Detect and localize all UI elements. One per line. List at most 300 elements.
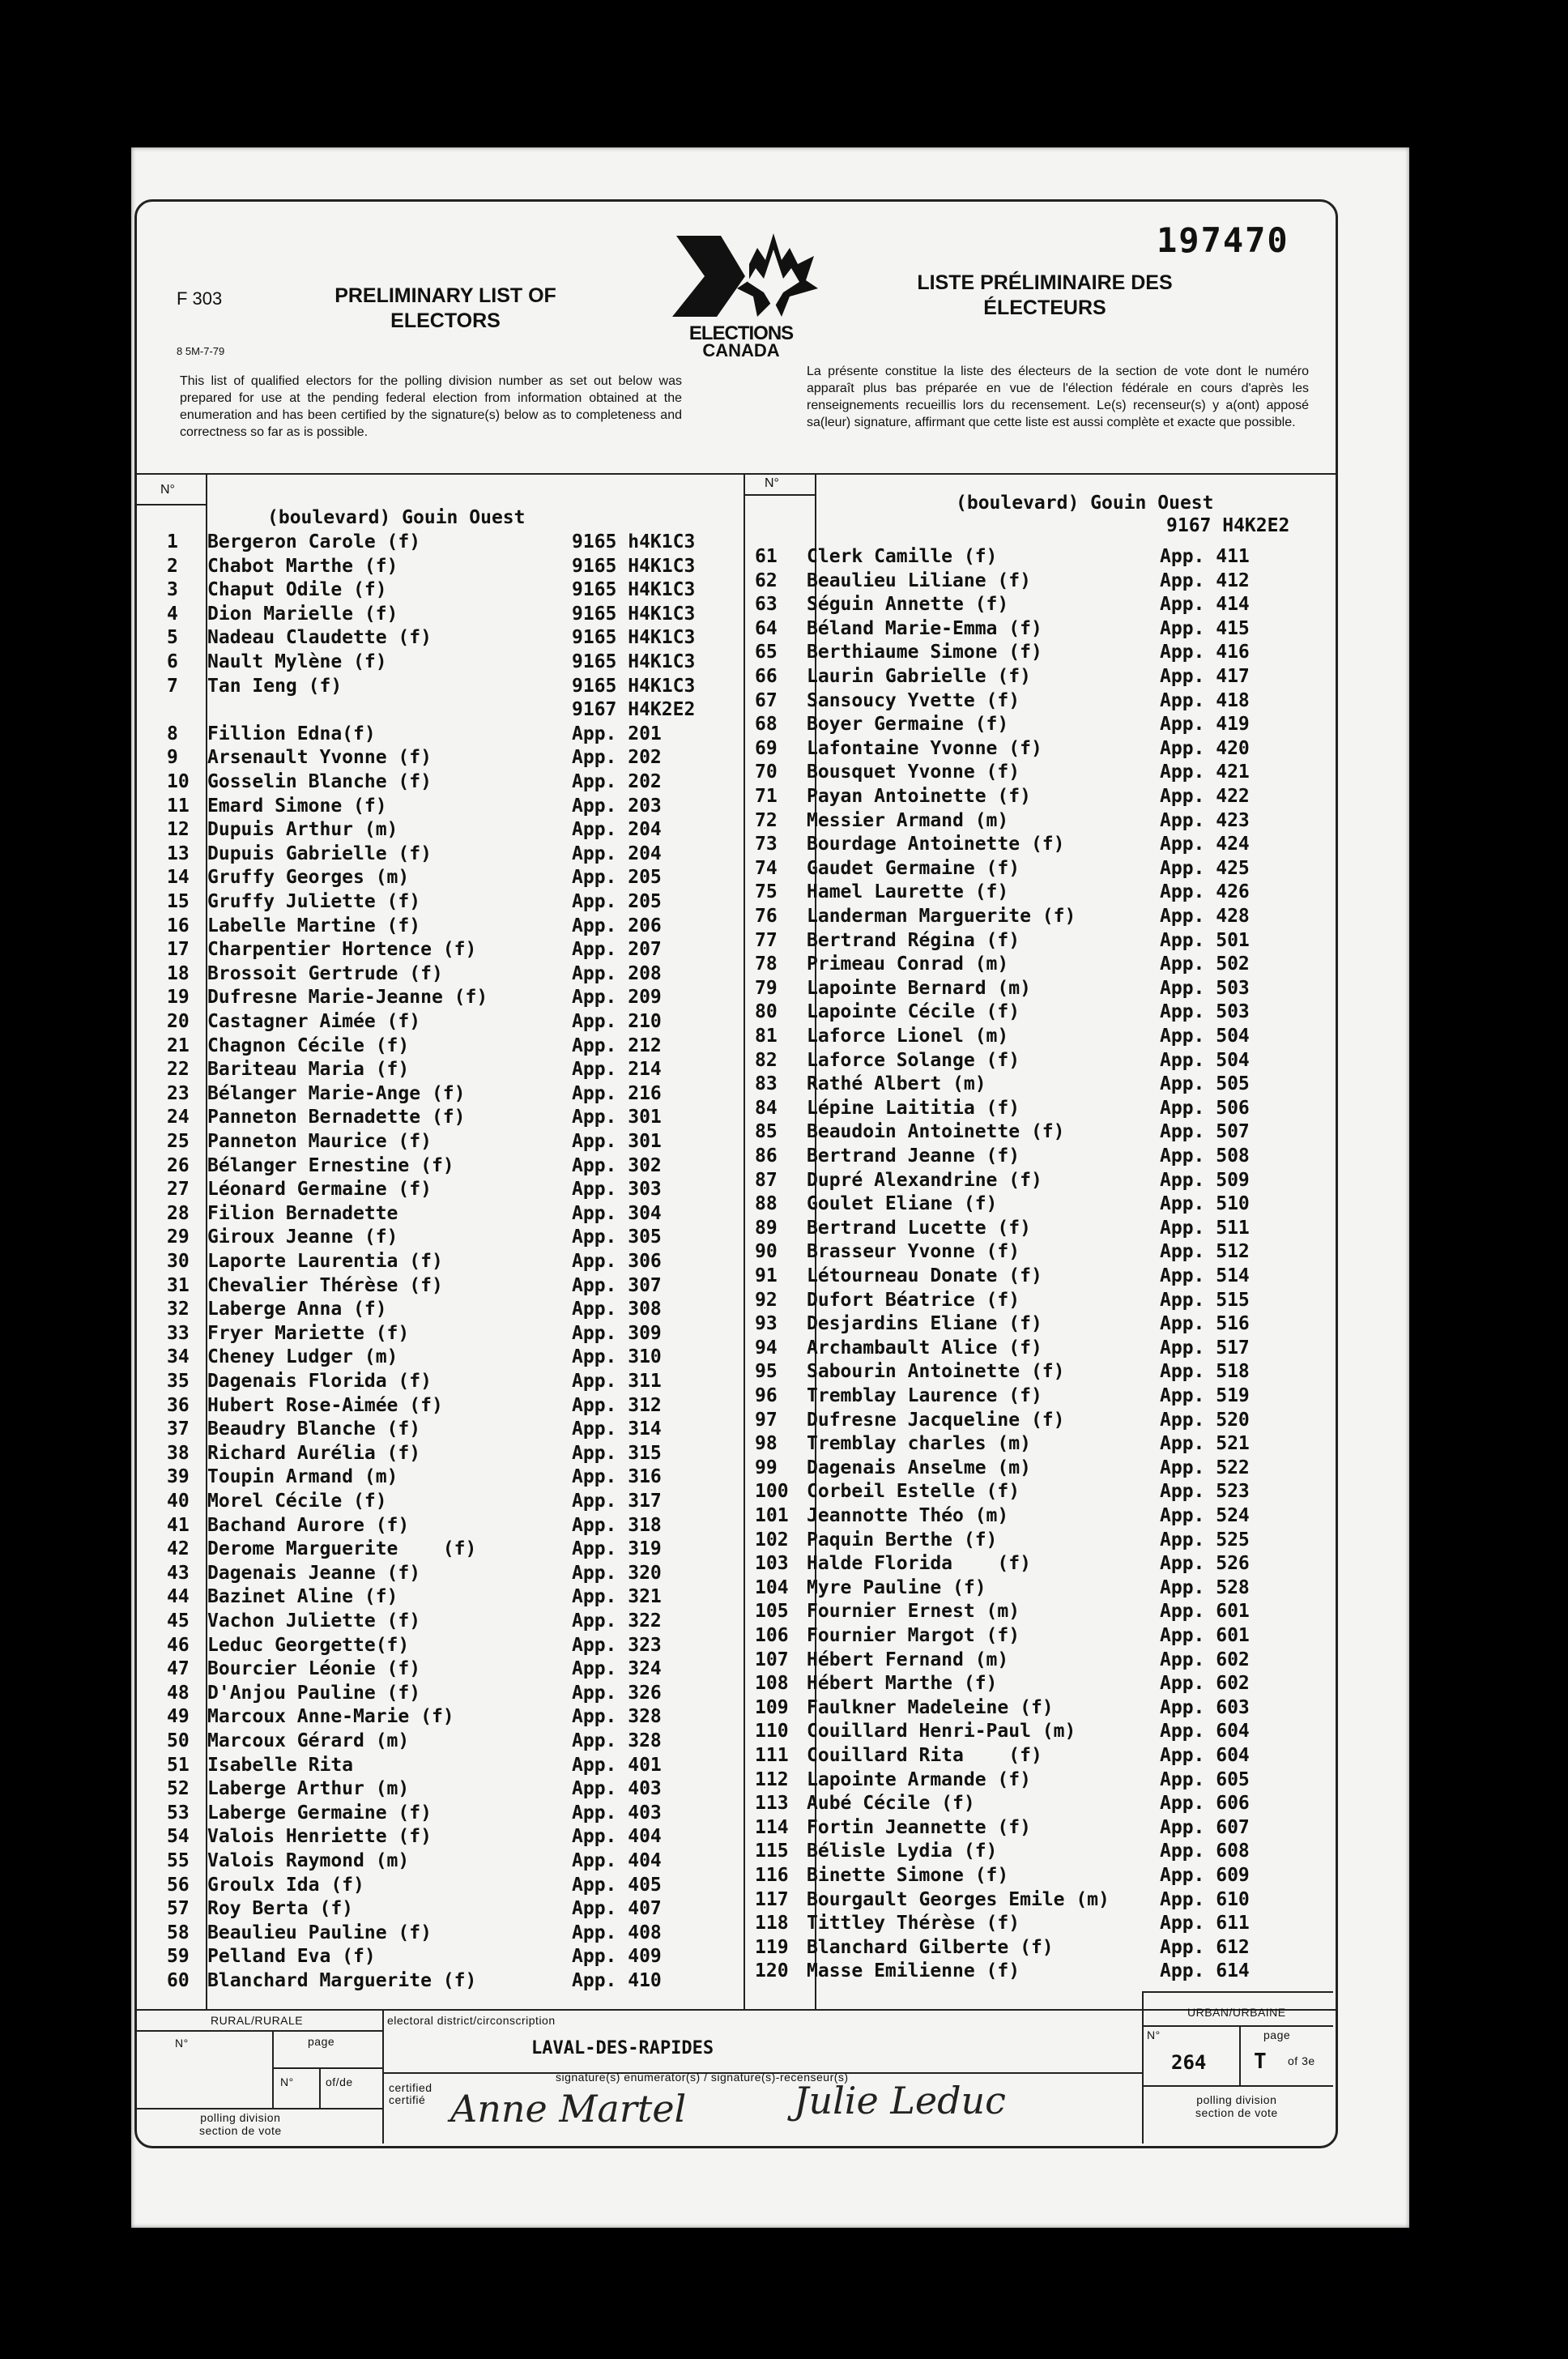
elector-number: 1 bbox=[167, 531, 178, 552]
elector-number: 39 bbox=[167, 1466, 190, 1488]
elector-address: App. 424 bbox=[1160, 834, 1250, 855]
elector-number: 95 bbox=[755, 1361, 778, 1383]
elector-address: App. 204 bbox=[572, 819, 662, 841]
rural-no-label: N° bbox=[175, 2037, 189, 2050]
elector-row bbox=[167, 650, 734, 674]
elector-name: Bertrand Régina (f) bbox=[807, 929, 1020, 951]
elector-row bbox=[755, 1456, 1322, 1480]
elector-name: Bachand Aurore (f) bbox=[207, 1514, 410, 1536]
elector-row bbox=[167, 1057, 734, 1081]
elector-address: App. 516 bbox=[1160, 1313, 1250, 1335]
elector-name: Dufresne Marie-Jeanne (f) bbox=[207, 987, 488, 1009]
elector-name: Dagenais Anselme (m) bbox=[807, 1457, 1031, 1478]
elector-row bbox=[755, 1935, 1322, 1960]
elector-number: 35 bbox=[167, 1371, 190, 1392]
elector-address: App. 417 bbox=[1160, 666, 1250, 687]
elector-row bbox=[167, 842, 734, 866]
elector-row bbox=[755, 1815, 1322, 1840]
elector-address: App. 522 bbox=[1160, 1457, 1250, 1478]
elector-number: 60 bbox=[167, 1970, 190, 1991]
elector-number: 71 bbox=[755, 786, 778, 807]
elector-row bbox=[755, 952, 1322, 976]
elector-name: Corbeil Estelle (f) bbox=[807, 1481, 1020, 1503]
elector-number: 13 bbox=[167, 842, 190, 864]
elector-name: Berthiaume Simone (f) bbox=[807, 642, 1042, 663]
elector-name: Gruffy Georges (m) bbox=[207, 867, 410, 889]
elector-address: App. 504 bbox=[1160, 1026, 1250, 1047]
elector-name: Faulkner Madeleine (f) bbox=[807, 1696, 1054, 1718]
elector-number: 82 bbox=[755, 1049, 778, 1071]
elector-number: 80 bbox=[755, 1001, 778, 1023]
elector-name: Laforce Solange (f) bbox=[807, 1049, 1020, 1071]
elector-row bbox=[167, 962, 734, 986]
rural-of-label: of/de bbox=[326, 2075, 353, 2088]
elector-name: Laurin Gabrielle (f) bbox=[807, 666, 1031, 687]
blurb-french: La présente constitue la liste des électeurs de la section de vote dont le numéro apparaît plus bas préparée en vue de l'élection fédérale en cours d'après les renseignements recueillis lors du recensement. Le(s) recenseur(s) y a(ont) apposé sa(leur) signature, affirmant que cette liste est aussi complète et exacte que possible. bbox=[807, 365, 1309, 429]
elector-number: 9 bbox=[167, 747, 178, 769]
elector-number: 108 bbox=[755, 1673, 789, 1695]
rural-page-divider bbox=[272, 2030, 274, 2108]
elector-name: Pelland Eva (f) bbox=[207, 1946, 376, 1968]
elector-number: 14 bbox=[167, 867, 190, 889]
elector-address: App. 506 bbox=[1160, 1097, 1250, 1119]
elector-row bbox=[755, 1623, 1322, 1648]
elector-name: Bazinet Aline (f) bbox=[207, 1586, 398, 1608]
elector-row bbox=[167, 1177, 734, 1201]
elector-name: Fournier Margot (f) bbox=[807, 1625, 1020, 1646]
logo-line2: CANADA bbox=[702, 340, 780, 360]
elector-name: Blanchard Gilberte (f) bbox=[807, 1936, 1054, 1958]
elector-address: App. 409 bbox=[572, 1946, 662, 1968]
elector-row bbox=[755, 1144, 1322, 1168]
elector-row bbox=[167, 1896, 734, 1921]
elector-number: 91 bbox=[755, 1265, 778, 1286]
elector-row bbox=[167, 985, 734, 1009]
elector-address: App. 311 bbox=[572, 1371, 662, 1392]
elector-number: 103 bbox=[755, 1553, 789, 1575]
urban-page-of: of 3e bbox=[1288, 2054, 1315, 2067]
urban-label-border bbox=[1142, 2025, 1333, 2027]
elector-address: App. 205 bbox=[572, 867, 662, 889]
elector-name: Bourgault Georges Emile (m) bbox=[807, 1888, 1110, 1910]
elector-name: Chagnon Cécile (f) bbox=[207, 1034, 410, 1056]
elector-row bbox=[755, 1408, 1322, 1432]
elector-name: Panneton Maurice (f) bbox=[207, 1131, 432, 1152]
elector-name: Labelle Martine (f) bbox=[207, 915, 421, 936]
elector-row bbox=[167, 1393, 734, 1418]
elector-number: 31 bbox=[167, 1274, 190, 1296]
urban-no-label: N° bbox=[1147, 2028, 1161, 2041]
elector-address: App. 614 bbox=[1160, 1960, 1250, 1982]
elector-row bbox=[167, 1753, 734, 1777]
elector-number: 30 bbox=[167, 1251, 190, 1272]
elector-address: App. 205 bbox=[572, 891, 662, 912]
elector-name: Gruffy Juliette (f) bbox=[207, 891, 421, 912]
elector-number: 5 bbox=[167, 627, 178, 649]
elector-number: 92 bbox=[755, 1289, 778, 1311]
urban-polling-number: 264 bbox=[1171, 2051, 1207, 2074]
elector-address: App. 510 bbox=[1160, 1193, 1250, 1215]
elector-row bbox=[755, 592, 1322, 616]
elector-address: 9165 H4K1C3 bbox=[572, 579, 696, 601]
elector-name: Bertrand Lucette (f) bbox=[807, 1217, 1031, 1239]
print-code: 8 5M-7-79 bbox=[177, 345, 225, 357]
elector-number: 8 bbox=[167, 723, 178, 744]
elector-name: Bélisle Lydia (f) bbox=[807, 1841, 998, 1862]
elector-number: 36 bbox=[167, 1394, 190, 1416]
elector-address: App. 326 bbox=[572, 1682, 662, 1704]
form-code: F 303 bbox=[177, 288, 223, 309]
elector-name: Fryer Mariette (f) bbox=[207, 1322, 410, 1344]
elector-number: 6 bbox=[167, 651, 178, 672]
elector-address: App. 412 bbox=[1160, 569, 1250, 591]
elector-row bbox=[755, 664, 1322, 689]
polling-division-right: polling division section de vote bbox=[1195, 2093, 1278, 2119]
title-fr-line2: ÉLECTEURS bbox=[983, 296, 1106, 319]
signature-enumerator-2: Julie Leduc bbox=[794, 2079, 1006, 2122]
elector-row bbox=[167, 1105, 734, 1129]
elector-name: Laberge Anna (f) bbox=[207, 1299, 387, 1320]
elector-number: 86 bbox=[755, 1145, 778, 1167]
elector-number: 96 bbox=[755, 1385, 778, 1406]
elector-number: 34 bbox=[167, 1346, 190, 1368]
elector-name: Couillard Rita (f) bbox=[807, 1745, 1042, 1766]
elector-address: App. 603 bbox=[1160, 1696, 1250, 1718]
elector-name: Séguin Annette (f) bbox=[807, 594, 1009, 616]
elector-address: App. 202 bbox=[572, 771, 662, 792]
elector-row bbox=[167, 1849, 734, 1873]
elector-row bbox=[167, 1537, 734, 1561]
elector-row bbox=[755, 1288, 1322, 1312]
elector-name: Myre Pauline (f) bbox=[807, 1576, 986, 1598]
elector-number: 37 bbox=[167, 1418, 190, 1440]
rural-no-label-2: N° bbox=[280, 2075, 294, 2088]
elector-name: Tremblay charles (m) bbox=[807, 1433, 1031, 1455]
elector-address: App. 526 bbox=[1160, 1553, 1250, 1575]
elector-name: Hébert Marthe (f) bbox=[807, 1673, 998, 1695]
elector-row bbox=[167, 1873, 734, 1897]
elector-address: App. 525 bbox=[1160, 1529, 1250, 1551]
elector-address: App. 309 bbox=[572, 1322, 662, 1344]
left-street-header: (boulevard) Gouin Ouest bbox=[267, 507, 526, 528]
elector-address: App. 606 bbox=[1160, 1793, 1250, 1815]
elector-address: 9165 H4K1C3 bbox=[572, 603, 696, 625]
elector-name: Marcoux Gérard (m) bbox=[207, 1730, 410, 1751]
certified-label: certified certifié bbox=[389, 2081, 432, 2106]
elector-row bbox=[167, 794, 734, 818]
elector-row bbox=[167, 1297, 734, 1321]
elector-address: App. 307 bbox=[572, 1274, 662, 1296]
elector-row bbox=[167, 914, 734, 938]
elector-name: Castagner Aimée (f) bbox=[207, 1011, 421, 1032]
elector-row bbox=[755, 1384, 1322, 1408]
elector-name: Tremblay Laurence (f) bbox=[807, 1385, 1042, 1406]
elector-name: Sabourin Antoinette (f) bbox=[807, 1361, 1065, 1383]
elector-name: Aubé Cécile (f) bbox=[807, 1793, 975, 1815]
elector-address: App. 401 bbox=[572, 1754, 662, 1776]
title-en bbox=[300, 284, 591, 334]
elector-name: Cheney Ludger (m) bbox=[207, 1346, 398, 1368]
elector-row bbox=[755, 1839, 1322, 1863]
elector-row bbox=[755, 1551, 1322, 1576]
elector-name: Jeannotte Théo (m) bbox=[807, 1505, 1009, 1526]
center-divider bbox=[744, 473, 745, 2011]
elector-name: Nadeau Claudette (f) bbox=[207, 627, 432, 649]
elector-address: App. 306 bbox=[572, 1251, 662, 1272]
elector-number: 54 bbox=[167, 1826, 190, 1848]
elector-name: Gosselin Blanche (f) bbox=[207, 771, 432, 792]
elector-number: 56 bbox=[167, 1874, 190, 1896]
elector-name: Panneton Bernadette (f) bbox=[207, 1107, 466, 1128]
elector-row bbox=[167, 1729, 734, 1753]
elector-address: App. 609 bbox=[1160, 1865, 1250, 1886]
elector-name: Charpentier Hortence (f) bbox=[207, 939, 477, 961]
elector-address: App. 518 bbox=[1160, 1361, 1250, 1383]
elector-number: 53 bbox=[167, 1802, 190, 1824]
elector-address: App. 604 bbox=[1160, 1721, 1250, 1743]
elector-name: Chaput Odile (f) bbox=[207, 579, 387, 601]
elector-row bbox=[755, 808, 1322, 833]
elector-number: 68 bbox=[755, 714, 778, 736]
elector-row bbox=[167, 1225, 734, 1249]
elector-row bbox=[755, 976, 1322, 1000]
elector-row bbox=[755, 1239, 1322, 1264]
district-label: electoral district/circonscription bbox=[387, 2014, 556, 2027]
right-street-address: 9167 H4K2E2 bbox=[1166, 515, 1290, 536]
urban-polling-border bbox=[1142, 2085, 1333, 2087]
elector-address: App. 324 bbox=[572, 1658, 662, 1680]
elector-name: Lépine Laititia (f) bbox=[807, 1097, 1020, 1119]
elector-name: Paquin Berthe (f) bbox=[807, 1529, 998, 1551]
elector-row bbox=[755, 1648, 1322, 1672]
elector-number: 75 bbox=[755, 881, 778, 903]
elector-number: 33 bbox=[167, 1322, 190, 1344]
elector-number: 114 bbox=[755, 1816, 789, 1838]
elector-row bbox=[167, 1944, 734, 1969]
urban-page-divider bbox=[1239, 2025, 1241, 2085]
elector-number: 40 bbox=[167, 1491, 190, 1512]
elector-row bbox=[755, 784, 1322, 808]
elections-canada-logo bbox=[660, 232, 822, 360]
elector-row bbox=[167, 1609, 734, 1633]
elector-row bbox=[755, 1599, 1322, 1623]
elector-row bbox=[755, 1431, 1322, 1456]
elector-address: App. 208 bbox=[572, 962, 662, 984]
elector-address: App. 601 bbox=[1160, 1625, 1250, 1646]
elector-name: Hubert Rose-Aimée (f) bbox=[207, 1394, 443, 1416]
elector-name: Hébert Fernand (m) bbox=[807, 1649, 1009, 1670]
elector-name: Bertrand Jeanne (f) bbox=[807, 1145, 1020, 1167]
elector-number: 41 bbox=[167, 1514, 190, 1536]
elector-number: 11 bbox=[167, 795, 190, 817]
elector-name: Lapointe Armande (f) bbox=[807, 1768, 1031, 1790]
elector-name: Bousquet Yvonne (f) bbox=[807, 761, 1020, 783]
elector-row bbox=[167, 578, 734, 602]
elector-number: 88 bbox=[755, 1193, 778, 1215]
elector-number: 50 bbox=[167, 1730, 190, 1751]
elector-number: 107 bbox=[755, 1649, 789, 1670]
elector-row bbox=[755, 1479, 1322, 1504]
elector-row bbox=[167, 817, 734, 842]
elector-number: 7 bbox=[167, 675, 178, 697]
elector-number: 105 bbox=[755, 1601, 789, 1623]
elector-number: 77 bbox=[755, 929, 778, 951]
elector-row bbox=[755, 1048, 1322, 1073]
elector-number: 113 bbox=[755, 1793, 789, 1815]
elector-address: App. 601 bbox=[1160, 1601, 1250, 1623]
elector-number: 73 bbox=[755, 834, 778, 855]
elector-name: Béland Marie-Emma (f) bbox=[807, 617, 1042, 639]
elector-address: App. 419 bbox=[1160, 714, 1250, 736]
elector-address: App. 524 bbox=[1160, 1505, 1250, 1526]
elector-address: App. 322 bbox=[572, 1610, 662, 1632]
elector-address: App. 305 bbox=[572, 1226, 662, 1248]
elector-number: 45 bbox=[167, 1610, 190, 1632]
elector-number: 24 bbox=[167, 1107, 190, 1128]
elector-number: 18 bbox=[167, 962, 190, 984]
elector-address: App. 319 bbox=[572, 1538, 662, 1560]
elector-number: 85 bbox=[755, 1121, 778, 1143]
elector-name: Messier Armand (m) bbox=[807, 809, 1009, 831]
footer-left-divider bbox=[382, 2009, 384, 2144]
elector-address: App. 302 bbox=[572, 1154, 662, 1176]
elector-name: Létourneau Donate (f) bbox=[807, 1265, 1042, 1286]
title-en-line2: ELECTORS bbox=[390, 309, 501, 332]
elector-row bbox=[755, 1671, 1322, 1696]
elector-row bbox=[167, 1129, 734, 1154]
elector-address: App. 512 bbox=[1160, 1241, 1250, 1263]
elector-address: App. 611 bbox=[1160, 1913, 1250, 1935]
elector-name: Bergeron Carole (f) bbox=[207, 531, 421, 552]
elector-address: App. 421 bbox=[1160, 761, 1250, 783]
elector-number: 2 bbox=[167, 555, 178, 577]
elector-row bbox=[755, 1120, 1322, 1144]
elector-number: 4 bbox=[167, 603, 178, 625]
elector-name: Dupré Alexandrine (f) bbox=[807, 1169, 1042, 1191]
elector-number: 94 bbox=[755, 1337, 778, 1359]
elector-address: App. 210 bbox=[572, 1011, 662, 1032]
elector-address: 9167 H4K2E2 bbox=[572, 699, 696, 721]
elector-address: App. 507 bbox=[1160, 1121, 1250, 1143]
elector-row bbox=[167, 697, 734, 722]
elector-name: Bourcier Léonie (f) bbox=[207, 1658, 421, 1680]
elector-name: Primeau Conrad (m) bbox=[807, 953, 1009, 975]
elector-row bbox=[755, 1576, 1322, 1600]
elector-number: 15 bbox=[167, 891, 190, 912]
elector-address: App. 317 bbox=[572, 1491, 662, 1512]
elector-name: Couillard Henri-Paul (m) bbox=[807, 1721, 1076, 1743]
elector-address: App. 521 bbox=[1160, 1433, 1250, 1455]
elector-row bbox=[167, 1465, 734, 1489]
elector-number: 49 bbox=[167, 1706, 190, 1728]
elector-name: Fournier Ernest (m) bbox=[807, 1601, 1020, 1623]
elector-row bbox=[755, 1719, 1322, 1743]
elector-name: Tan Ieng (f) bbox=[207, 675, 343, 697]
elector-row bbox=[167, 770, 734, 794]
elector-address: 9165 H4K1C3 bbox=[572, 675, 696, 697]
elector-row bbox=[167, 1081, 734, 1106]
elector-number: 43 bbox=[167, 1562, 190, 1584]
elector-row bbox=[167, 1441, 734, 1465]
polling-left-border bbox=[134, 2108, 382, 2109]
rural-label: RURAL/RURALE bbox=[211, 2014, 304, 2027]
elector-address: App. 610 bbox=[1160, 1888, 1250, 1910]
elector-row bbox=[167, 1009, 734, 1034]
elector-name: Binette Simone (f) bbox=[807, 1865, 1009, 1886]
logo-line1: ELECTIONS bbox=[688, 322, 794, 344]
elector-row bbox=[167, 1201, 734, 1226]
elector-name: Chevalier Thérèse (f) bbox=[207, 1274, 443, 1296]
elector-name: Beaulieu Pauline (f) bbox=[207, 1922, 432, 1943]
elector-address: App. 301 bbox=[572, 1131, 662, 1152]
right-no-header: N° bbox=[765, 476, 779, 490]
elector-address: App. 204 bbox=[572, 842, 662, 864]
elector-name: Dufresne Jacqueline (f) bbox=[807, 1409, 1065, 1431]
elector-address: App. 517 bbox=[1160, 1337, 1250, 1359]
elector-address: App. 310 bbox=[572, 1346, 662, 1368]
elector-number: 118 bbox=[755, 1913, 789, 1935]
elector-address: App. 404 bbox=[572, 1850, 662, 1871]
elector-name: Laforce Lionel (m) bbox=[807, 1026, 1009, 1047]
elector-address: App. 508 bbox=[1160, 1145, 1250, 1167]
right-street-header: (boulevard) Gouin Ouest bbox=[956, 493, 1214, 514]
elector-row bbox=[755, 1312, 1322, 1336]
elector-name: Arsenault Yvonne (f) bbox=[207, 747, 432, 769]
elector-number: 27 bbox=[167, 1179, 190, 1201]
elector-address: App. 301 bbox=[572, 1107, 662, 1128]
title-en-line1: PRELIMINARY LIST OF bbox=[334, 284, 556, 307]
elector-address: App. 206 bbox=[572, 915, 662, 936]
elector-number: 106 bbox=[755, 1625, 789, 1646]
elector-name: Valois Raymond (m) bbox=[207, 1850, 410, 1871]
elector-row bbox=[755, 1959, 1322, 1983]
elector-name: Gaudet Germaine (f) bbox=[807, 857, 1020, 879]
elector-name: Rathé Albert (m) bbox=[807, 1073, 986, 1095]
elector-name: Laberge Germaine (f) bbox=[207, 1802, 432, 1824]
elector-row bbox=[755, 880, 1322, 904]
elector-name: Laberge Arthur (m) bbox=[207, 1778, 410, 1800]
elector-row bbox=[167, 1417, 734, 1441]
elector-number: 58 bbox=[167, 1922, 190, 1943]
elector-address: App. 216 bbox=[572, 1082, 662, 1104]
elector-row bbox=[755, 640, 1322, 664]
elector-row bbox=[755, 1024, 1322, 1048]
serial-number: 197470 bbox=[1157, 220, 1289, 260]
elector-number: 98 bbox=[755, 1433, 778, 1455]
elector-number: 10 bbox=[167, 771, 190, 792]
elector-name: Vachon Juliette (f) bbox=[207, 1610, 421, 1632]
elector-row bbox=[167, 889, 734, 914]
maple-leaf-icon bbox=[660, 232, 822, 321]
elector-number: 104 bbox=[755, 1576, 789, 1598]
elector-row bbox=[167, 865, 734, 889]
elector-address: App. 511 bbox=[1160, 1217, 1250, 1239]
elector-name: Bélanger Ernestine (f) bbox=[207, 1154, 454, 1176]
elector-row bbox=[755, 1072, 1322, 1096]
title-fr-line1: LISTE PRÉLIMINAIRE DES bbox=[917, 271, 1173, 294]
elector-number: 89 bbox=[755, 1217, 778, 1239]
elector-address: App. 504 bbox=[1160, 1049, 1250, 1071]
elector-name: Beaudry Blanche (f) bbox=[207, 1418, 421, 1440]
elector-name: Richard Aurélia (f) bbox=[207, 1442, 421, 1464]
elector-number: 63 bbox=[755, 594, 778, 616]
elector-address: App. 503 bbox=[1160, 977, 1250, 999]
elector-row bbox=[755, 1696, 1322, 1720]
elector-address: App. 321 bbox=[572, 1586, 662, 1608]
elector-name: Bourdage Antoinette (f) bbox=[807, 834, 1065, 855]
elector-address: App. 202 bbox=[572, 747, 662, 769]
elector-number: 81 bbox=[755, 1026, 778, 1047]
